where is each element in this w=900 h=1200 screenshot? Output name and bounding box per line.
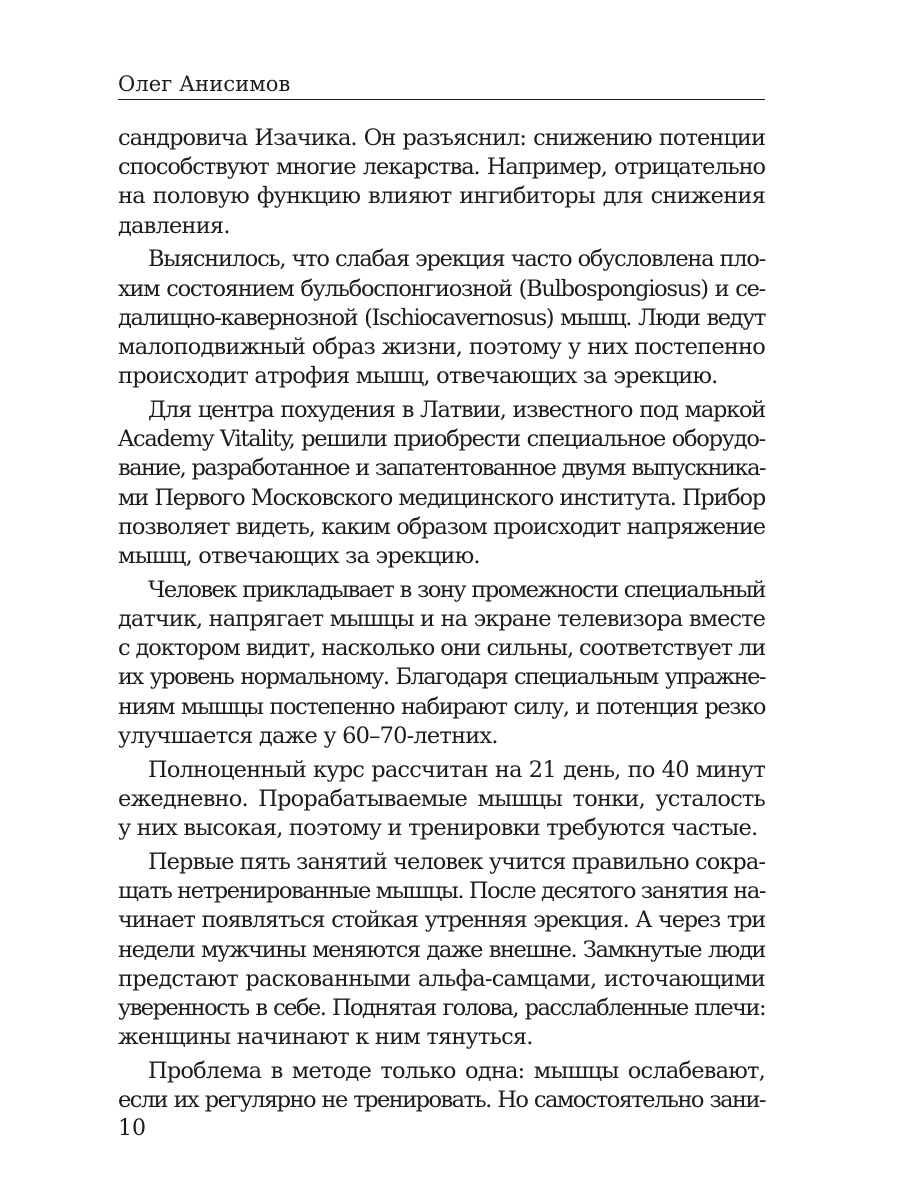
running-header	[118, 70, 765, 100]
text-line: ниям мышцы постепенно набирают силу, и потенция резко	[118, 693, 765, 720]
text-line: мышц, отвечающих за эрекцию.	[118, 543, 480, 569]
page-number: 10	[118, 1116, 146, 1141]
running-header-author: Олег Анисимов	[118, 72, 291, 96]
text-line: чинает появляться стойкая утренняя эрекция. А через три	[118, 907, 765, 934]
text-line: щать нетренированные мышцы. После десятого занятия на-	[118, 878, 766, 905]
text-line: давления.	[118, 212, 230, 239]
text-line: предстают раскованными альфа-самцами, источающими	[118, 965, 765, 992]
paragraph	[118, 848, 765, 1052]
text-line: Для центра похудения в Латвии, известного под маркой	[148, 397, 765, 424]
text-line: Человек прикладывает в зону промежности специальный	[148, 576, 765, 603]
text-line: на половую функцию влияют ингибиторы для снижения	[118, 183, 765, 210]
text-line: Полноценный курс рассчитан на 21 день, по 40 минут	[148, 756, 765, 783]
text-line: сандровича Изачика. Он разъяснил: снижению потенции	[118, 125, 765, 151]
text-line: ми Первого Московского медицинского института. Прибор	[118, 484, 765, 511]
paragraph	[118, 756, 765, 844]
text-line: вание, разработанное и запатентованное двумя выпускника-	[118, 455, 765, 482]
text-line: малоподвижный образ жизни, поэтому у них постепенно	[118, 334, 765, 360]
text-line: хим состоянием бульбоспонгиозной (Bulbospongiosus) и се-	[118, 275, 765, 302]
text-line: с доктором видит, насколько они сильны, соответствует ли	[118, 635, 766, 662]
text-line: Academy Vitality, решили приобрести специальное оборудо-	[118, 426, 765, 453]
text-line: позволяет видеть, каким образом происходит напряжение	[118, 513, 765, 540]
text-line: недели мужчины меняются даже внешне. Замкнутые люди	[118, 936, 765, 963]
text-line: уверенность в себе. Поднятая голова, расслабленные плечи:	[118, 994, 765, 1021]
paragraph	[118, 124, 765, 241]
text-line: далищно-кавернозной (Ischiocavernosus) мышц. Люди ведут	[118, 304, 765, 331]
paragraph	[118, 576, 765, 751]
text-line: женщины начинают к ним тянуться.	[118, 1024, 533, 1051]
text-line: у них высокая, поэтому и тренировки требуются частые.	[118, 815, 758, 842]
text-line: Проблема в методе только одна: мышцы ослабевают,	[148, 1057, 765, 1084]
text-line: ежедневно. Прорабатываемые мышцы тонки, усталость	[118, 785, 765, 812]
text-line: происходит атрофия мышц, отвечающих за эрекцию.	[118, 363, 718, 390]
text-line: если их регулярно не тренировать. Но самостоятельно зани-	[118, 1087, 765, 1114]
text-line: улучшается даже у 60–70-летних.	[118, 722, 498, 749]
body-text	[118, 124, 765, 1120]
text-line: способствуют многие лекарства. Например, отрицательно	[118, 154, 765, 181]
text-line: Первые пять занятий человек учится правильно сокра-	[148, 848, 765, 875]
text-line: их уровень нормальному. Благодаря специальным упражне-	[118, 664, 765, 691]
text-line: датчик, напрягает мышцы и на экране телевизора вместе	[118, 606, 765, 633]
paragraph	[118, 1057, 765, 1115]
paragraph	[118, 396, 765, 571]
paragraph	[118, 245, 765, 391]
text-line: Выяснилось, что слабая эрекция часто обусловлена пло-	[148, 246, 765, 273]
